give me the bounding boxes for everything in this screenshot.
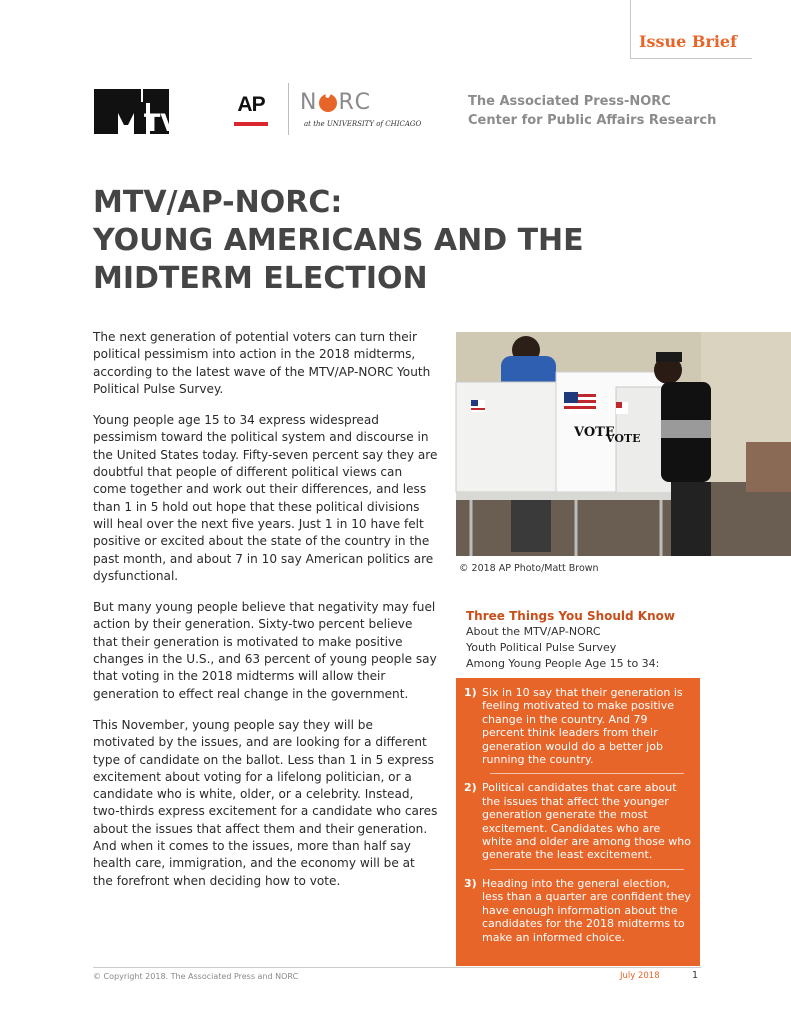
issue-brief-rule-horizontal bbox=[630, 58, 752, 59]
norc-wordmark bbox=[300, 90, 421, 115]
list-divider bbox=[490, 869, 684, 870]
three-things-title: Three Things You Should Know bbox=[466, 609, 675, 623]
ap-logo-text: AP bbox=[237, 93, 265, 116]
body-paragraph-2: Young people age 15 to 34 express widespread pessimism toward the political system and discourse in the United States today. Fifty-seven percent say they are doubtful that people of different political views can come together and work out their differences, and less than 1 in 5 hold out hope that these political divisions will heal over the next five years. Just 1 in 10 have felt positive or excited about the state of the country in the past month, and about 7 in 10 say American politics are dysfunctional. bbox=[93, 413, 438, 583]
three-things-sub2: Youth Political Pulse Survey bbox=[466, 641, 617, 654]
title-line2: YOUNG AMERICANS AND THE bbox=[93, 223, 584, 258]
issue-brief-label: Issue Brief bbox=[639, 32, 737, 51]
footer-date: July 2018 bbox=[620, 971, 660, 981]
body-paragraph-4: This November, young people say they will be motivated by the issues, and are looking for a different type of candidate on the ballot. Less than 1 in 5 express excitement about voting for a lifelong politician, or a candidate who is white, older, or a celebrity. Instead, two-thirds express excitement for a candidate who cares about the issues that affect them and their generation. And when it comes to the issues, more than half say health care, immigration, and the economy will be at the forefront when deciding how to vote. bbox=[93, 717, 438, 888]
list-item-number: 1) bbox=[464, 686, 477, 699]
photo-caption: © 2018 AP Photo/Matt Brown bbox=[459, 563, 599, 574]
three-things-box bbox=[456, 598, 700, 966]
norc-subtitle: at the UNIVERSITY of CHICAGO bbox=[304, 120, 422, 128]
norc-logo bbox=[300, 90, 421, 128]
center-name-line2: Center for Public Affairs Research bbox=[468, 113, 717, 128]
title-line1: MTV/AP-NORC: bbox=[93, 185, 343, 220]
body-paragraph-3: But many young people believe that negativity may fuel action by their generation. Sixty-two percent believe that their generation is motivated to make positive changes in the U.S., and 63 percent of young people say that voting in the 2018 midterms will allow their generation to effect real change in the government. bbox=[93, 600, 437, 701]
three-things-header bbox=[456, 598, 700, 678]
three-things-sub1: About the MTV/AP-NORC bbox=[466, 625, 601, 638]
list-item bbox=[464, 781, 692, 861]
page-number: 1 bbox=[692, 970, 699, 981]
voting-booth-photo bbox=[456, 332, 791, 556]
ap-logo-bar bbox=[234, 122, 268, 126]
list-item-number: 3) bbox=[464, 876, 477, 890]
footer-rule bbox=[93, 967, 701, 968]
svg-text:TV: TV bbox=[144, 109, 179, 137]
norc-letters-rc: RC bbox=[338, 90, 373, 115]
page-title bbox=[93, 184, 653, 298]
norc-letter-n: N bbox=[300, 90, 319, 115]
body-column bbox=[93, 329, 438, 904]
three-things-sub3: Among Young People Age 15 to 34: bbox=[466, 657, 660, 670]
list-divider bbox=[490, 773, 684, 774]
ap-logo bbox=[234, 93, 268, 126]
booth-sign-2: VOTE bbox=[606, 432, 641, 445]
list-item-text: Heading into the general election, less than a quarter are confident they have enough information about the candidates for the 2018 midterms to make an informed choice. bbox=[482, 876, 691, 944]
mtv-logo bbox=[94, 89, 179, 137]
issue-brief-rule-vertical bbox=[630, 0, 631, 58]
booth-sign-1: VOTE bbox=[574, 425, 615, 440]
list-item bbox=[464, 686, 692, 766]
three-things-list bbox=[456, 678, 700, 944]
center-name bbox=[468, 92, 716, 130]
title-line3: MIDTERM ELECTION bbox=[93, 261, 428, 296]
list-item-text: Political candidates that care about the issues that affect the younger generation generate the most excitement. Candidates who are white and older are among those who generate the least excitement. bbox=[482, 781, 691, 862]
logo-divider bbox=[288, 83, 289, 135]
list-item bbox=[464, 877, 692, 944]
footer-copyright: © Copyright 2018. The Associated Press and NORC bbox=[93, 972, 299, 981]
body-paragraph-1: The next generation of potential voters can turn their political pessimism into action in the 2018 midterms, according to the latest wave of the MTV/AP-NORC Youth Political Pulse Survey. bbox=[93, 330, 431, 396]
list-item-number: 2) bbox=[464, 781, 477, 795]
norc-o-icon bbox=[319, 94, 337, 112]
list-item-text: Six in 10 say that their generation is feeling motivated to make positive change in the country. And 79 percent think leaders from their generation would do a better job running the country. bbox=[482, 686, 683, 767]
center-name-line1: The Associated Press-NORC bbox=[468, 94, 671, 109]
